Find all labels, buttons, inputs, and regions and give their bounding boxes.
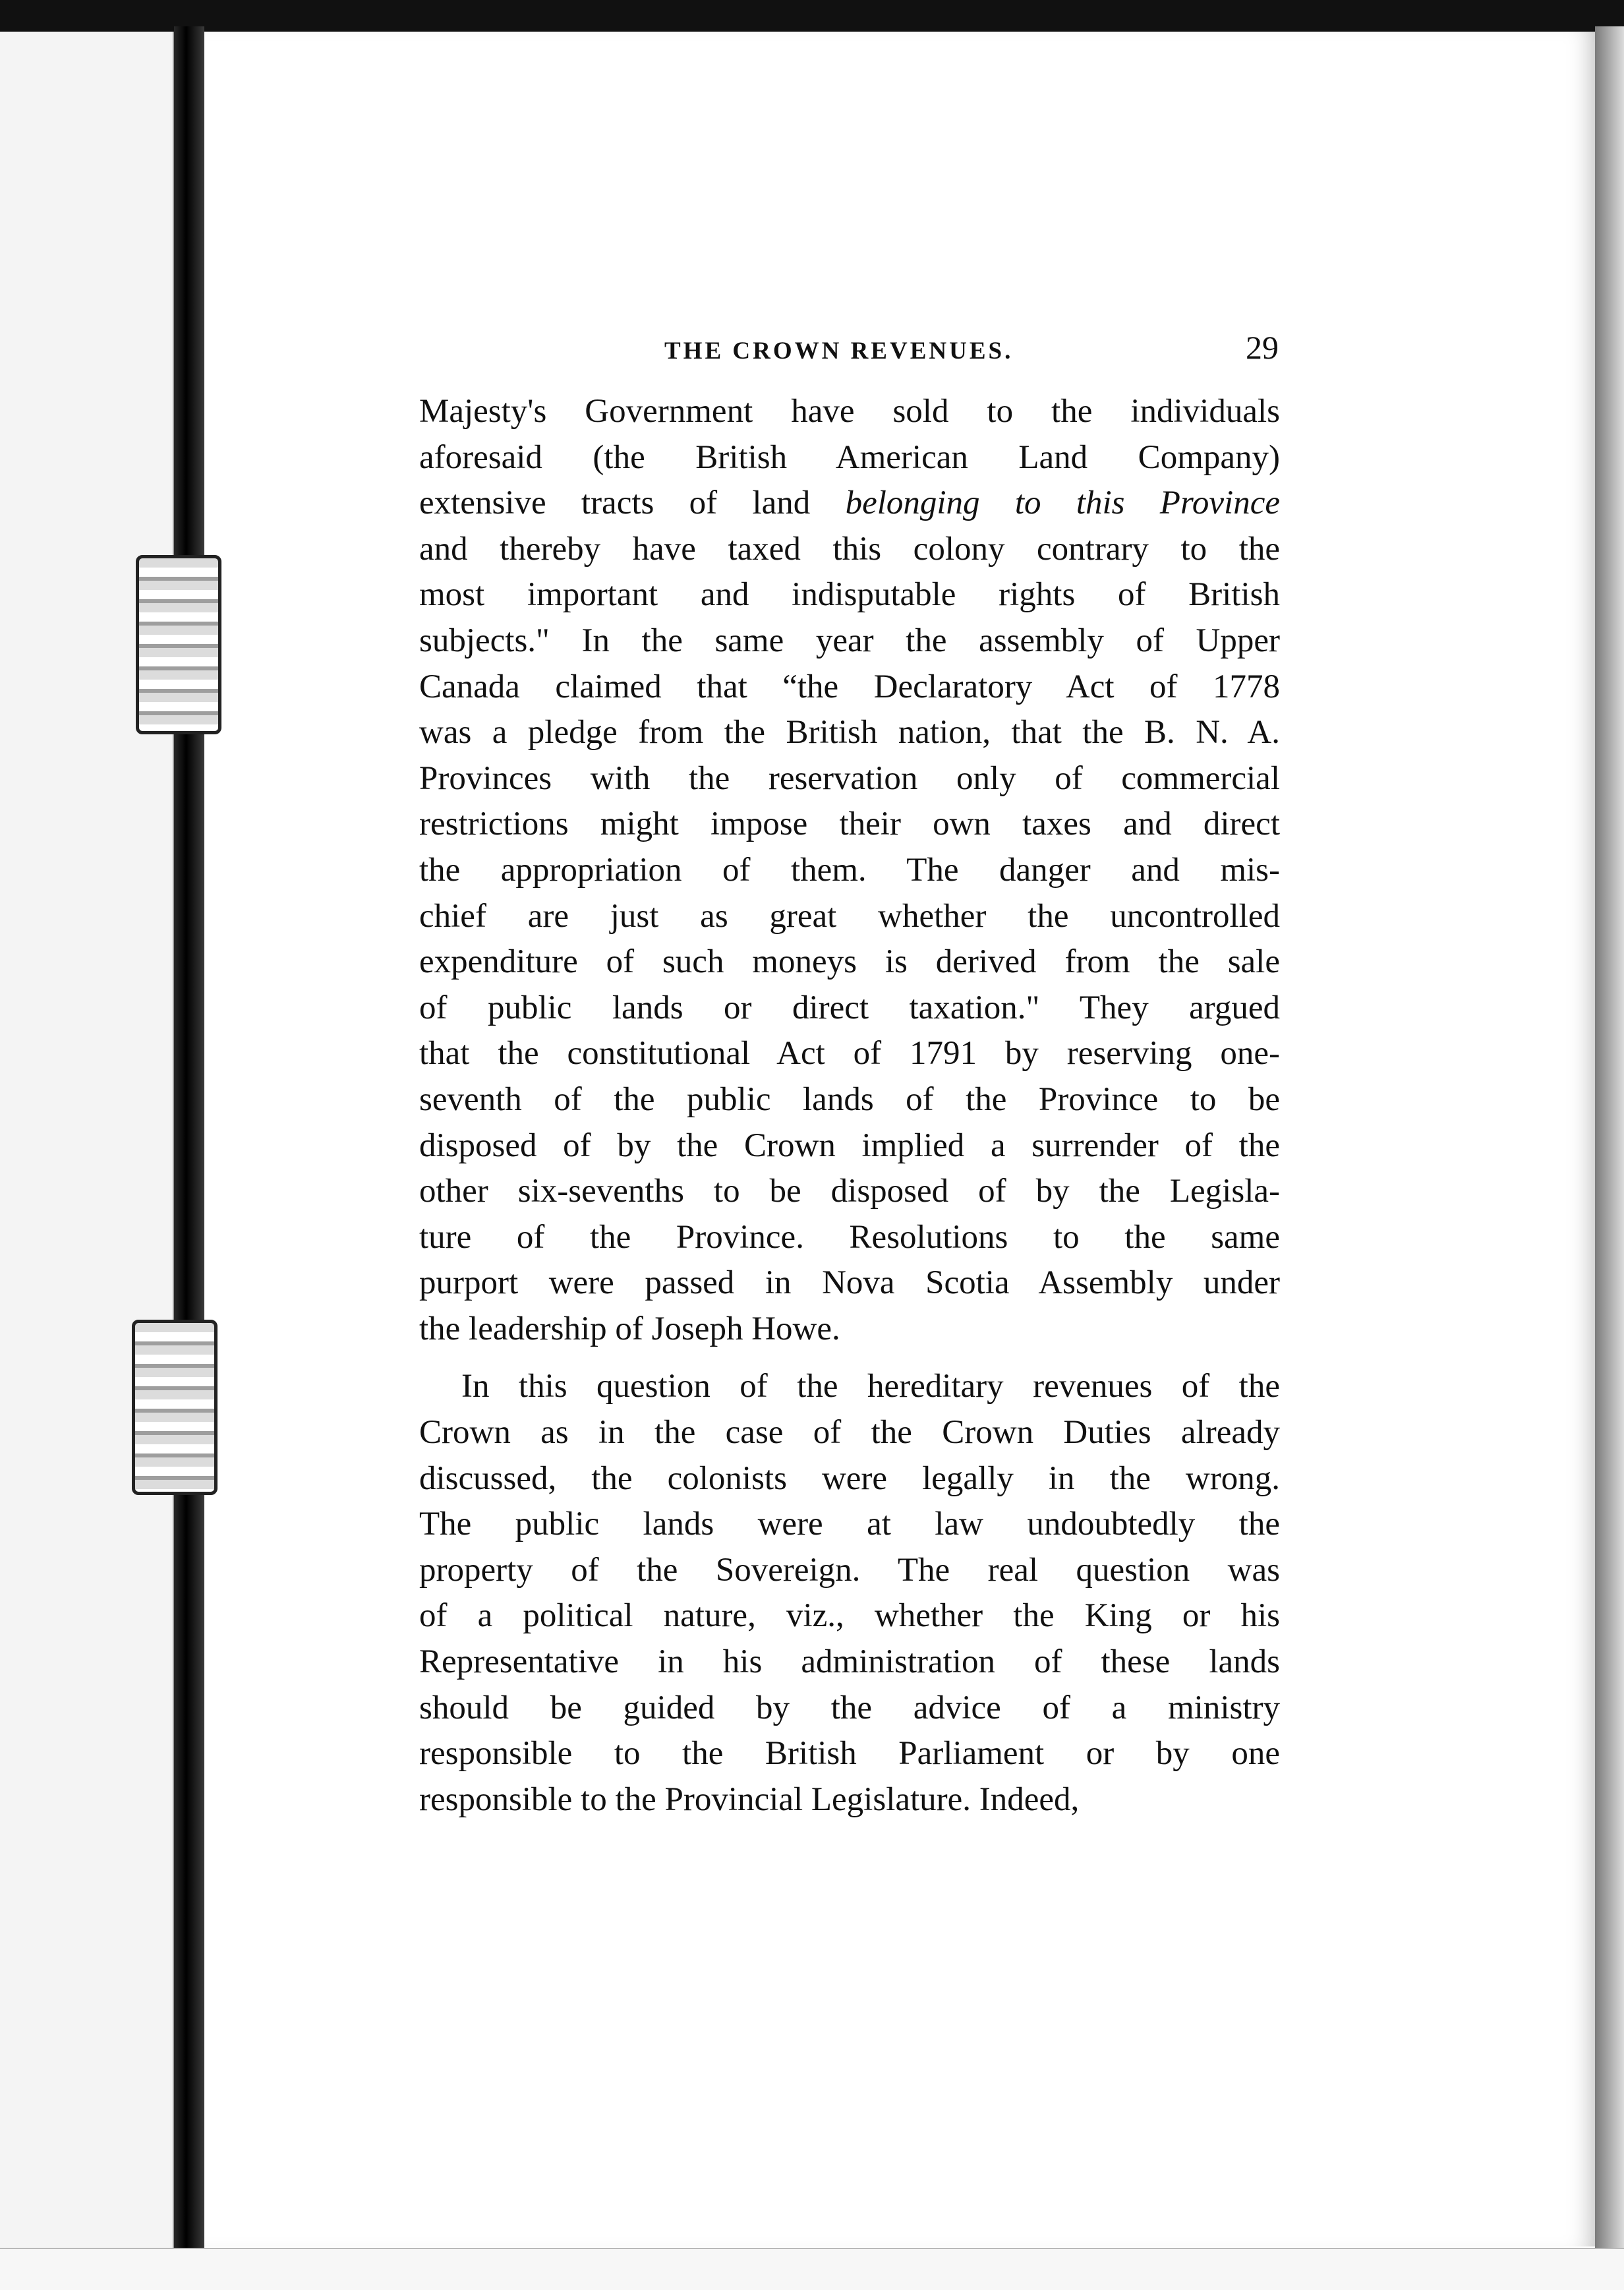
text-run: that the constitutional Act of 1791 by reserving one-	[419, 1035, 1280, 1072]
text-line	[419, 1593, 1280, 1639]
text-run: ture of the Province. Resolutions to the same	[419, 1218, 1280, 1256]
text-run: aforesaid (the British American Land Company)	[419, 438, 1280, 476]
text-run: and thereby have taxed this colony contrary to the	[419, 530, 1280, 568]
text-run: Canada claimed that “the Declaratory Act of 1778	[419, 668, 1280, 705]
page-number: 29	[1246, 329, 1279, 366]
text-line	[419, 1731, 1280, 1777]
text-run: restrictions might impose their own taxes and direct	[419, 806, 1280, 843]
text-run: should be guided by the advice of a ministry	[419, 1689, 1280, 1726]
book-binding-spine	[174, 26, 204, 2268]
text-line	[419, 985, 1280, 1032]
text-line	[419, 1410, 1280, 1456]
text-line	[419, 848, 1280, 894]
text-run: property of the Sovereign. The real question was	[419, 1551, 1280, 1589]
text-line	[419, 1031, 1280, 1077]
text-line	[419, 527, 1280, 573]
italic-text-run: belonging to this Province	[845, 484, 1280, 522]
text-line	[419, 894, 1280, 940]
text-line	[419, 1548, 1280, 1594]
facing-page-edge	[0, 32, 175, 2260]
text-run: the leadership of Joseph Howe.	[419, 1310, 840, 1347]
text-line	[419, 1639, 1280, 1686]
text-run: most important and indisputable rights of British	[419, 576, 1280, 614]
text-run: disposed of by the Crown implied a surrender of the	[419, 1127, 1280, 1164]
text-line	[419, 1502, 1280, 1548]
text-line	[419, 1215, 1280, 1261]
text-run: In this question of the hereditary revenues of the	[461, 1368, 1280, 1405]
text-line	[419, 1777, 1280, 1823]
binding-clip-upper	[136, 555, 221, 734]
text-line	[419, 389, 1280, 435]
text-line	[419, 1306, 1280, 1353]
text-line	[419, 1686, 1280, 1732]
text-line	[419, 1077, 1280, 1123]
page-edge-shadow	[1595, 26, 1624, 2281]
text-run: of a political nature, viz., whether the King or his	[419, 1597, 1280, 1635]
text-run: chief are just as great whether the uncontrolled	[419, 897, 1280, 935]
text-run: Majesty's Government have sold to the individuals	[419, 393, 1280, 430]
text-run: extensive tracts of land	[419, 484, 846, 522]
body-text	[419, 389, 1280, 1823]
text-run: responsible to the Provincial Legislature. Indeed,	[419, 1780, 1080, 1818]
text-line	[419, 1456, 1280, 1502]
text-run: was a pledge from the British nation, that the B. N. A.	[419, 714, 1280, 751]
text-run: other six-sevenths to be disposed of by the Legisla-	[419, 1173, 1280, 1210]
text-line	[419, 664, 1280, 711]
text-run: responsible to the British Parliament or by one	[419, 1735, 1280, 1773]
text-run: Provinces with the reservation only of commercial	[419, 759, 1280, 797]
text-line	[419, 802, 1280, 848]
text-run: seventh of the public lands of the Province to be	[419, 1080, 1280, 1118]
text-line	[419, 756, 1280, 802]
text-run: The public lands were at law undoubtedly the	[419, 1506, 1280, 1543]
text-run: Representative in his administration of these lands	[419, 1643, 1280, 1681]
text-line	[419, 1364, 1280, 1410]
running-head	[422, 328, 1279, 367]
text-run: of public lands or direct taxation." They argued	[419, 989, 1280, 1026]
text-line	[419, 1169, 1280, 1215]
scanner-bottom-border	[0, 2248, 1624, 2290]
text-line	[419, 481, 1280, 527]
text-line	[419, 618, 1280, 664]
text-run: discussed, the colonists were legally in the wrong.	[419, 1459, 1280, 1497]
text-run: purport were passed in Nova Scotia Assembly under	[419, 1264, 1280, 1302]
text-run: the appropriation of them. The danger and mis-	[419, 851, 1280, 889]
running-head-title: THE CROWN REVENUES.	[664, 338, 1014, 365]
text-line	[419, 710, 1280, 756]
text-run: subjects." In the same year the assembly of Upper	[419, 622, 1280, 659]
text-run: Crown as in the case of the Crown Duties already	[419, 1414, 1280, 1452]
paragraph	[419, 1364, 1280, 1823]
binding-clip-lower	[132, 1320, 218, 1495]
text-run: expenditure of such moneys is derived from the sale	[419, 943, 1280, 981]
text-line	[419, 1123, 1280, 1169]
text-line	[419, 939, 1280, 985]
paragraph	[419, 389, 1280, 1352]
text-line	[419, 1260, 1280, 1306]
text-line	[419, 572, 1280, 618]
text-line	[419, 435, 1280, 481]
scanner-top-border	[0, 0, 1624, 32]
